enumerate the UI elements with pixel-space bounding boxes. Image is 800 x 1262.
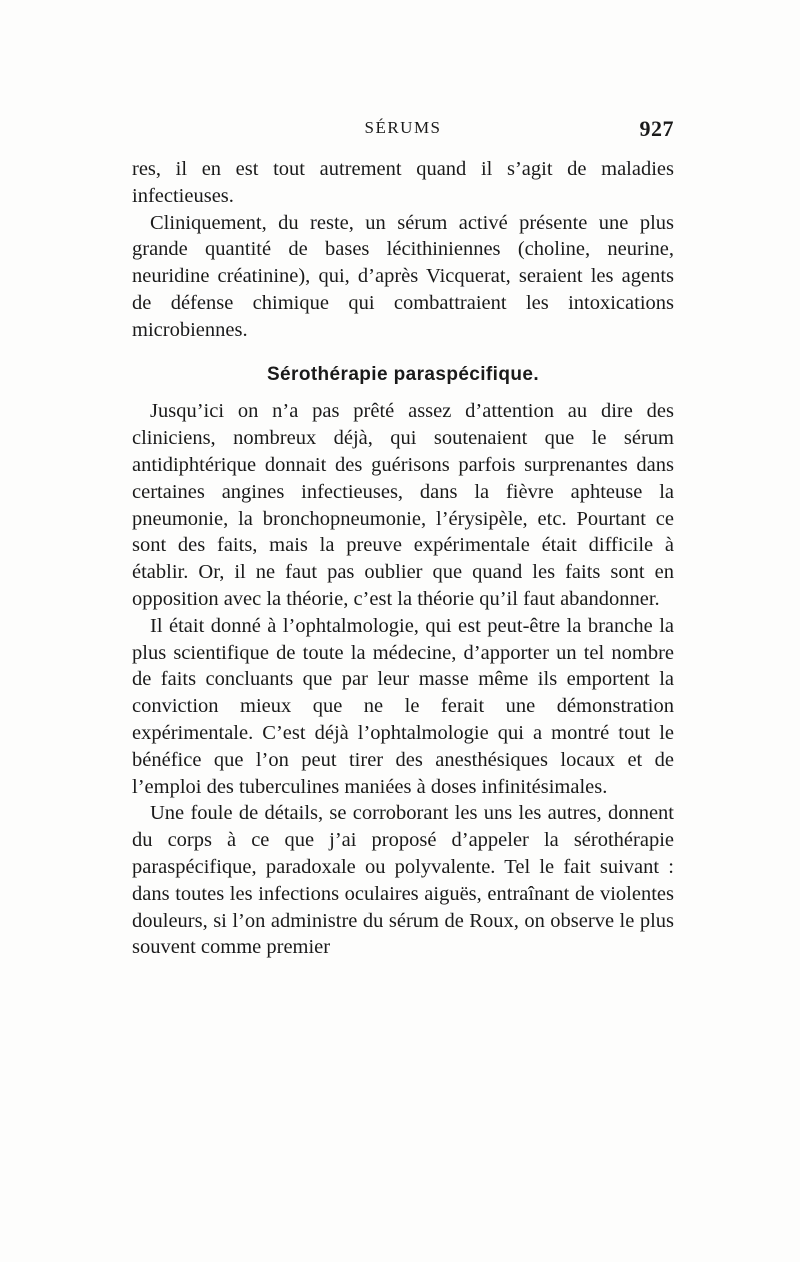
running-head bbox=[132, 118, 674, 146]
paragraph-une-foule: Une foule de détails, se corroborant les uns les autres, donnent du corps à ce que j’ai proposé d’appeler la sérothérapie paraspécifique, paradoxale ou polyvalente. Tel le fait suivant : dans toutes les infections oculaires aiguës, entraînant de violentes douleurs, si l’on administre du sérum de Roux, on observe le plus souvent comme premier bbox=[132, 802, 674, 959]
paragraph-jusquici: Jusqu’ici on n’a pas prêté assez d’attention au dire des cliniciens, nombreux déjà, qui soutenaient que le sérum antidiphtérique donnait des guérisons parfois surprenantes dans certaines angines infectieuses, dans la fièvre aphteuse la pneumonie, la bronchopneumonie, l’érysipèle, etc. Pourtant ce sont des faits, mais la preuve expérimentale était difficile à établir. Or, il ne faut pas oublier que quand les faits sont en opposition avec la théorie, c’est la théorie qu’il faut abandonner. bbox=[132, 400, 674, 610]
body-text bbox=[132, 156, 674, 961]
paragraph-cliniquement: Cliniquement, du reste, un sérum activé présente une plus grande quantité de bases lécithiniennes (choline, neurine, neuridine créatinine), qui, d’après Vicquerat, seraient les agents de défense chimique qui combattraient les intoxications microbiennes. bbox=[132, 211, 674, 341]
running-title: SÉRUMS bbox=[364, 118, 442, 137]
page-number: 927 bbox=[639, 116, 674, 141]
section-heading: Sérothérapie paraspécifique. bbox=[266, 363, 539, 385]
paragraph-continuation: res, il en est tout autrement quand il s’agit de maladies infectieuses. bbox=[132, 158, 674, 207]
paragraph-ophtalmologie: Il était donné à l’ophtalmologie, qui est peut-être la branche la plus scientifique de toute la médecine, d’apporter un tel nombre de faits concluants que par leur masse même ils emportent la conviction mieux que ne le ferait une démonstration expérimentale. C’est déjà l’ophtalmologie qui a montré tout le bénéfice que l’on peut tirer des anesthésiques locaux et de l’emploi des tuberculines maniées à doses infinitésimales. bbox=[132, 614, 674, 798]
